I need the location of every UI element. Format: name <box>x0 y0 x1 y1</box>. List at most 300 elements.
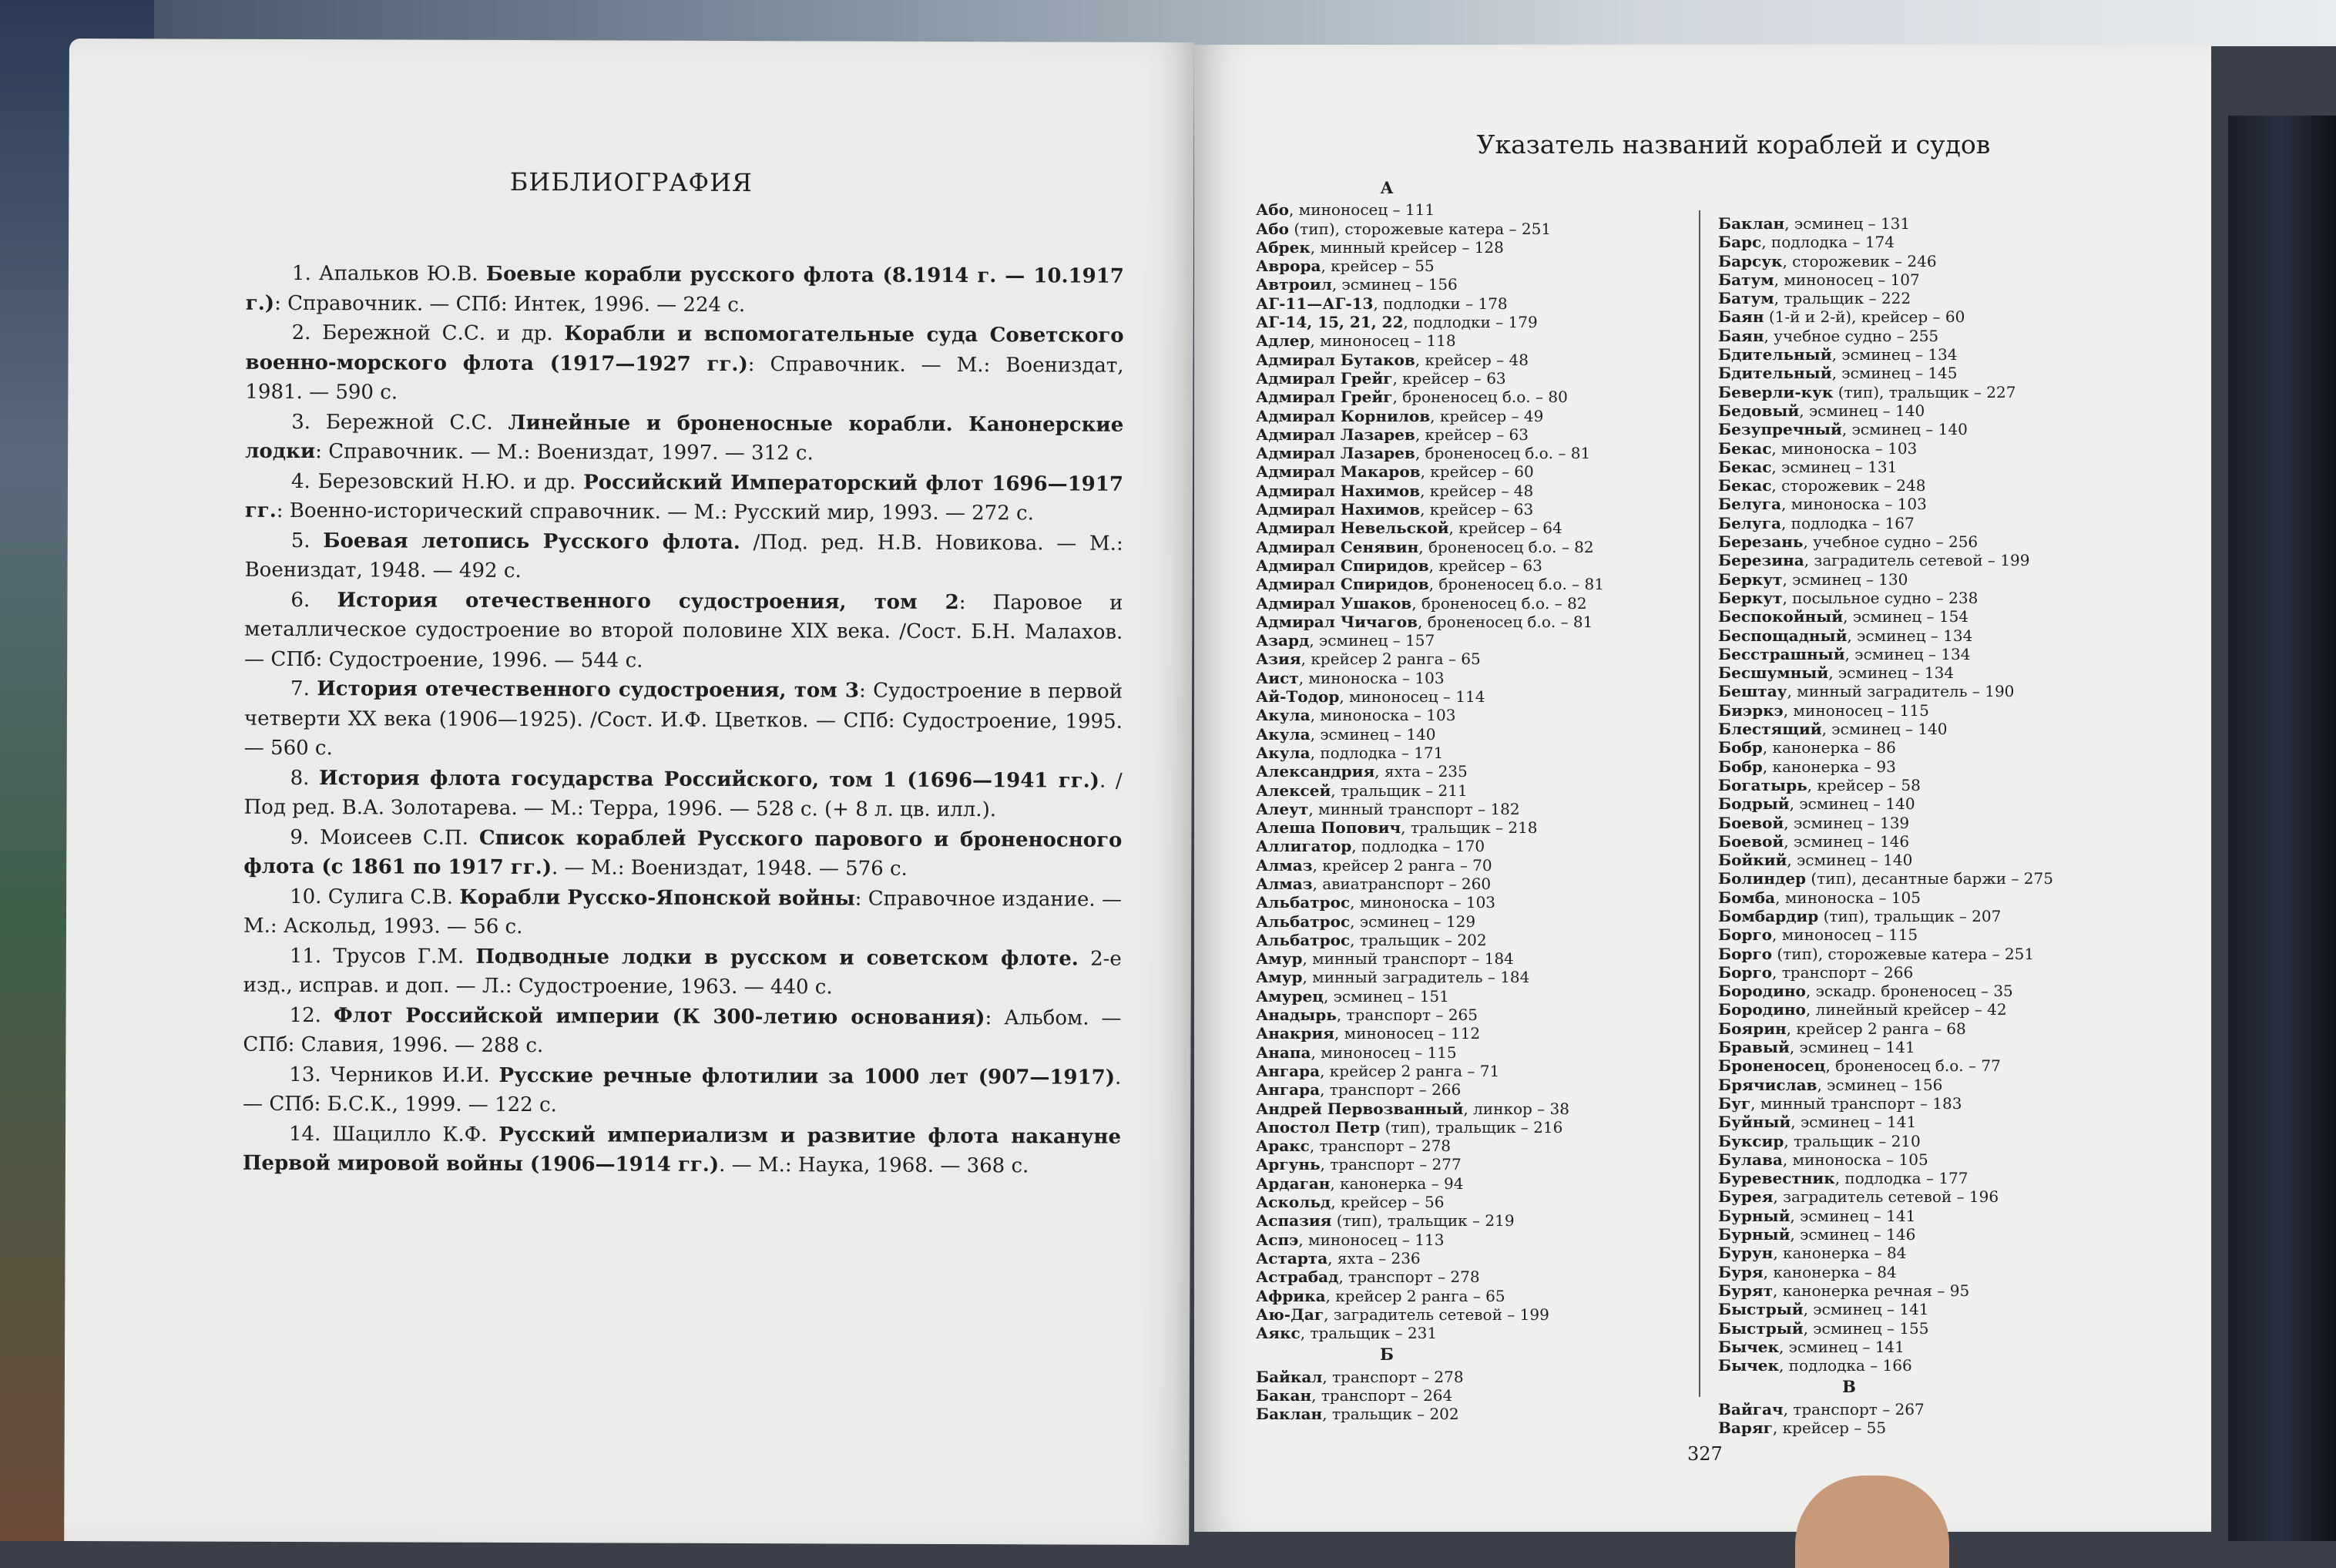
ship-name: Аспэ <box>1256 1230 1299 1249</box>
entry-details: : Справочник. — СПб: Интек, 1996. — 224 с. <box>274 291 746 317</box>
ship-description: , минный заградитель – 184 <box>1302 968 1530 987</box>
ship-description: , минный транспорт – 183 <box>1750 1093 1962 1113</box>
ship-description: , транспорт – 266 <box>1772 962 1914 982</box>
ship-name: Болиндер <box>1718 869 1807 888</box>
index-entry <box>1718 401 2053 420</box>
index-entry <box>1718 1263 2053 1281</box>
entry-title: Русские речные флотилии за 1000 лет (907—1917) <box>498 1063 1116 1090</box>
ship-name: Аврора <box>1256 257 1321 276</box>
index-entry <box>1256 1267 1604 1286</box>
index-entry <box>1718 757 2053 776</box>
ship-description: , эсминец – 141 <box>1789 1038 1915 1057</box>
ship-description: , крейсер – 63 <box>1420 500 1534 519</box>
index-entry <box>1256 1137 1604 1155</box>
index-entry <box>1718 907 2053 925</box>
ship-name: Баян <box>1718 307 1764 327</box>
ship-description: , подлодка – 177 <box>1834 1169 1968 1188</box>
ship-name: Адмирал Бутаков <box>1256 350 1415 369</box>
ship-name: Альбатрос <box>1256 893 1351 912</box>
entry-author: 6. <box>290 588 337 612</box>
index-entry <box>1718 233 2053 251</box>
ship-description: , крейсер – 55 <box>1772 1419 1887 1437</box>
ship-name: Адмирал Спиридов <box>1256 556 1429 575</box>
index-entry <box>1256 407 1604 425</box>
index-entry <box>1718 1225 2053 1244</box>
index-entry <box>1256 706 1604 724</box>
index-entry <box>1256 631 1604 650</box>
ship-description: , крейсер – 56 <box>1331 1193 1445 1212</box>
ship-description: , крейсер – 63 <box>1392 368 1506 388</box>
ship-description: , тральщик – 202 <box>1322 1405 1459 1424</box>
ship-name: Бобр <box>1718 757 1763 776</box>
entry-title: Корабли и вспомогательные суда Советского военно-морского флота (1917—1927 гг.) <box>245 322 1124 376</box>
index-entry <box>1718 1244 2053 1262</box>
index-entry <box>1256 1231 1604 1249</box>
index-entry <box>1256 669 1604 687</box>
ship-name: Буг <box>1718 1093 1751 1113</box>
ship-name: Бдительный <box>1718 345 1832 364</box>
ship-description: , тральщик – 202 <box>1350 930 1487 949</box>
right-page <box>1194 45 2211 1532</box>
entry-title: Флот Российской империи (К 300-летию основания) <box>333 1003 985 1029</box>
ship-description: , миноноска – 103 <box>1310 706 1456 725</box>
index-entry <box>1256 500 1604 519</box>
index-entry <box>1718 1056 2053 1075</box>
index-entry <box>1718 1319 2053 1338</box>
ship-description: , канонерка – 84 <box>1773 1244 1907 1263</box>
ship-description: , миноносец – 115 <box>1772 925 1918 945</box>
ship-description: , эсминец – 134 <box>1844 644 1971 663</box>
index-entry <box>1256 1155 1604 1173</box>
ship-name: Батум <box>1718 289 1774 308</box>
index-letter-heading: В <box>1842 1377 1856 1397</box>
ship-name: Бдительный <box>1718 364 1832 383</box>
ship-name: Адмирал Грейг <box>1256 388 1393 407</box>
ship-name: Адмирал Нахимов <box>1256 481 1421 500</box>
index-entry <box>1718 307 2053 326</box>
entry-details: : Военно-исторический справочник. — М.: Русский мир, 1993. — 272 с. <box>276 499 1034 525</box>
ship-name: Буйный <box>1718 1113 1791 1132</box>
ship-name: Адмирал Лазарев <box>1256 425 1415 444</box>
ship-name: Барс <box>1718 233 1762 252</box>
entry-details: : Альбом. — СПб: Славия, 1996. — 288 с. <box>243 1006 1122 1058</box>
ship-name: Ангара <box>1256 1080 1321 1100</box>
index-entry <box>1256 462 1604 481</box>
index-entry <box>1718 1094 2053 1113</box>
ship-description: , миноносец – 114 <box>1339 687 1485 707</box>
ship-name: Бекас <box>1718 457 1772 476</box>
index-entry <box>1256 1193 1604 1211</box>
index-entry <box>1718 289 2053 307</box>
index-entry <box>1256 650 1604 668</box>
ship-name: Адмирал Спиридов <box>1256 575 1429 594</box>
index-entry <box>1718 1338 2053 1356</box>
ship-description: , канонерка речная – 95 <box>1773 1281 1970 1300</box>
ship-name: Альбатрос <box>1256 912 1351 931</box>
index-entry <box>1718 814 2053 832</box>
index-entry <box>1256 912 1604 931</box>
index-entry <box>1256 987 1604 1006</box>
ship-description: (тип), десантные баржи – 275 <box>1806 869 2053 888</box>
index-entry <box>1718 1400 2053 1419</box>
index-entry <box>1256 613 1604 631</box>
ship-name: Андрей Первозванный <box>1256 1099 1464 1118</box>
entry-author: 8. <box>290 766 320 790</box>
entry-title: История отечественного судостроения, том 2 <box>337 588 959 614</box>
index-entry <box>1256 538 1604 556</box>
left-page <box>64 39 1194 1545</box>
index-entry <box>1256 1174 1604 1193</box>
index-entry <box>1256 875 1604 893</box>
index-entry <box>1718 214 2053 233</box>
ship-description: , миноноска – 103 <box>1350 893 1496 912</box>
ship-name: Адмирал Невельской <box>1256 519 1449 538</box>
index-entry <box>1256 519 1604 537</box>
ship-description: , эсминец – 156 <box>1817 1075 1943 1094</box>
ship-name: Безупречный <box>1718 420 1842 439</box>
ship-name: Березина <box>1718 551 1804 570</box>
index-entry <box>1718 420 2053 438</box>
index-entry <box>1256 1305 1604 1324</box>
ship-name: Буря <box>1718 1262 1764 1281</box>
index-entry <box>1718 364 2053 382</box>
ship-name: Беспощадный <box>1718 626 1848 645</box>
ship-description: , подлодка – 174 <box>1761 233 1895 252</box>
ship-name: Барсук <box>1718 251 1783 270</box>
ship-description: , минный транспорт – 182 <box>1308 799 1520 818</box>
entry-details: : Судостроение в первой четверти XX века (1906—1925). /Сост. И.Ф. Цветков. — СПб: Судостроение, 1995. — 560 с. <box>243 679 1123 760</box>
ship-description: , миноноска – 105 <box>1775 888 1921 907</box>
ship-name: Буксир <box>1718 1131 1784 1150</box>
ship-description: , подлодки – 179 <box>1403 313 1538 332</box>
index-entry <box>1256 744 1604 762</box>
ship-name: Адмирал Макаров <box>1256 462 1421 482</box>
ship-description: , эсминец – 134 <box>1831 345 1958 364</box>
ship-description: , эсминец – 141 <box>1778 1337 1905 1356</box>
ship-description: , посыльное судно – 238 <box>1782 588 1979 607</box>
entry-title: Линейные и броненосные корабли. Канонерские лодки <box>245 411 1124 464</box>
ship-name: Бекас <box>1718 476 1772 495</box>
ship-name: Адмирал Чичагов <box>1256 612 1418 631</box>
ship-name: Адмирал Корнилов <box>1256 406 1431 425</box>
index-entry <box>1718 439 2053 458</box>
index-entry <box>1718 1076 2053 1094</box>
index-entry <box>1256 257 1604 275</box>
ship-name: Анакрия <box>1256 1024 1334 1043</box>
ship-description: , транспорт – 266 <box>1320 1080 1462 1100</box>
bibliography-entry <box>244 674 1123 766</box>
index-entry <box>1256 331 1604 350</box>
ship-description: , тральщик – 231 <box>1300 1324 1438 1343</box>
index-entry <box>1718 383 2053 401</box>
index-entry <box>1256 351 1604 369</box>
ship-description: , броненосец б.о. – 82 <box>1418 537 1594 556</box>
ship-description: , крейсер – 63 <box>1415 425 1529 444</box>
ship-description: , эсминец – 131 <box>1784 214 1911 233</box>
index-entry <box>1256 931 1604 949</box>
index-entry <box>1256 1080 1604 1099</box>
ship-description: , эсминец – 140 <box>1799 401 1925 420</box>
index-entry <box>1256 1249 1604 1267</box>
index-entry <box>1718 1300 2053 1318</box>
ship-name: Ангара <box>1256 1061 1321 1080</box>
ship-name: Бородино <box>1718 982 1806 1001</box>
entry-details: : Паровое и металлическое судостроение во второй половине XIX века. /Сост. Б.Н. Малахов. — СПб: Судостроение, 1996. — 544 с. <box>244 590 1123 673</box>
ship-description: , транспорт – 264 <box>1311 1386 1453 1405</box>
ship-name: Бештау <box>1718 682 1787 701</box>
entry-details: : Справочник. — М.: Воениздат, 1981. — 590 с. <box>245 352 1124 405</box>
index-entry <box>1718 1169 2053 1187</box>
bibliography-entry <box>245 407 1123 469</box>
ship-description: , транспорт – 278 <box>1309 1137 1452 1156</box>
index-entry <box>1718 514 2053 532</box>
ship-description: , транспорт – 267 <box>1783 1399 1925 1419</box>
ship-description: , броненосец б.о. – 81 <box>1428 575 1604 594</box>
ship-description: , эсминец – 140 <box>1787 851 1913 870</box>
ship-name: Бурный <box>1718 1225 1791 1244</box>
ship-description: , эсминец – 134 <box>1847 626 1973 645</box>
index-entry <box>1256 1043 1604 1062</box>
ship-name: Бакан <box>1256 1386 1312 1405</box>
ship-name: Астрабад <box>1256 1267 1339 1287</box>
ship-name: Беркут <box>1718 588 1783 607</box>
ship-description: , эсминец – 145 <box>1831 364 1958 383</box>
entry-author: 3. Бережной С.С. <box>291 410 508 435</box>
index-entry <box>1718 982 2053 1000</box>
index-entry <box>1256 1006 1604 1024</box>
index-entry <box>1256 444 1604 462</box>
ship-name: Алмаз <box>1256 874 1313 893</box>
ship-description: , крейсер – 49 <box>1430 406 1544 425</box>
ship-name: Бомбардир <box>1718 906 1819 925</box>
bibliography-entry <box>245 525 1123 588</box>
index-entry <box>1256 1024 1604 1043</box>
bibliography-entry <box>243 941 1122 1003</box>
entry-details: : Справочное издание. — М.: Аскольд, 1993. — 56 с. <box>243 887 1123 939</box>
ship-description: , заградитель сетевой – 199 <box>1804 551 2030 570</box>
ship-name: Бойкий <box>1718 851 1787 870</box>
index-entry <box>1256 1324 1604 1342</box>
ship-description: , эсминец – 157 <box>1309 631 1435 650</box>
ship-description: , эсминец – 140 <box>1310 724 1436 744</box>
entry-title: Подводные лодки в русском и советском флоте. <box>475 945 1079 971</box>
ship-description: , крейсер – 63 <box>1428 556 1542 575</box>
index-entry <box>1718 1000 2053 1019</box>
ship-description: , миноноска – 103 <box>1298 668 1445 687</box>
index-entry <box>1718 1419 2053 1437</box>
bibliography-entry <box>245 318 1123 410</box>
ship-name: Азард <box>1256 631 1310 650</box>
index-entry <box>1256 856 1604 875</box>
ship-name: Беверли-кук <box>1718 382 1834 401</box>
ship-name: Бобр <box>1718 738 1763 757</box>
ship-description: , эсминец – 155 <box>1803 1318 1929 1338</box>
entry-title: Список кораблей Русского парового и броненосного флота (с 1861 по 1917 гг.) <box>243 826 1123 880</box>
index-entry <box>1256 1118 1604 1137</box>
ship-name: Борго <box>1718 962 1773 982</box>
ship-name: Адмирал Грейг <box>1256 368 1393 388</box>
ship-description: , крейсер – 64 <box>1448 519 1562 538</box>
entry-title: История флота государства Российского, том 1 (1696—1941 гг.) <box>319 766 1100 793</box>
ship-name: Бравый <box>1718 1038 1790 1057</box>
ship-name: Баклан <box>1256 1405 1323 1424</box>
index-entry <box>1256 369 1604 388</box>
ship-name: Булава <box>1718 1150 1783 1169</box>
index-entry <box>1256 968 1604 986</box>
ship-description: , сторожевик – 248 <box>1771 476 1926 495</box>
ship-name: Буревестник <box>1718 1169 1835 1188</box>
ship-description: , крейсер – 48 <box>1420 481 1534 500</box>
ship-name: Або <box>1256 219 1289 238</box>
index-entry <box>1718 270 2053 289</box>
ship-name: Азия <box>1256 650 1301 669</box>
ship-description: , канонерка – 93 <box>1762 757 1896 776</box>
ship-name: Боевой <box>1718 813 1784 832</box>
index-entry <box>1718 963 2053 982</box>
ship-description: , крейсер 2 ранга – 65 <box>1325 1286 1505 1305</box>
ship-name: Бурун <box>1718 1244 1774 1263</box>
ship-name: Бурят <box>1718 1281 1774 1300</box>
ship-description: , эсминец – 146 <box>1790 1225 1916 1244</box>
entry-details: /Под. ред. Н.В. Новикова. — М.: Воениздат, 1948. — 492 с. <box>244 530 1123 583</box>
index-entry <box>1718 1187 2053 1206</box>
ship-name: Березань <box>1718 532 1804 552</box>
ship-name: Аракс <box>1256 1137 1310 1156</box>
index-entry <box>1718 888 2053 907</box>
ship-description: (тип), тральщик – 227 <box>1833 382 2016 401</box>
ship-name: Александрия <box>1256 762 1375 781</box>
ship-name: Брячислав <box>1718 1075 1817 1094</box>
ship-description: , броненосец б.о. – 81 <box>1418 612 1593 631</box>
ship-description: , эсминец – 139 <box>1784 813 1910 832</box>
bibliography-entry <box>246 259 1124 321</box>
ship-name: Адмирал Лазарев <box>1256 444 1415 463</box>
ship-name: Африка <box>1256 1286 1326 1305</box>
index-entry <box>1718 1356 2053 1375</box>
ship-description: , крейсер – 58 <box>1807 775 1921 794</box>
index-entry <box>1256 275 1604 294</box>
entry-author: 11. Трусов Г.М. <box>289 944 476 969</box>
ship-name: Бедовый <box>1718 401 1800 420</box>
ship-name: Адмирал Сенявин <box>1256 537 1419 556</box>
ship-description: , эсминец – 151 <box>1323 986 1449 1006</box>
bibliography-entry <box>243 881 1122 944</box>
entry-title: Русский империализм и развитие флота накануне Первой мировой войны (1906—1914 гг.) <box>242 1123 1122 1177</box>
ship-description: , подлодка – 166 <box>1778 1356 1912 1375</box>
ship-name: Боярин <box>1718 1019 1787 1038</box>
entry-title: Боевая летопись Русского флота. <box>323 529 740 554</box>
index-entry <box>1718 1113 2053 1131</box>
ship-name: Абрек <box>1256 237 1311 257</box>
entry-details: . — М.: Воениздат, 1948. — 576 с. <box>551 856 908 881</box>
ship-description: , сторожевик – 246 <box>1782 251 1937 270</box>
ship-description: , миноносец – 118 <box>1310 331 1456 351</box>
ship-name: Беркут <box>1718 569 1783 589</box>
ship-description: , эсминец – 130 <box>1782 569 1908 589</box>
ship-description: , тральщик – 218 <box>1401 818 1538 838</box>
index-entry <box>1256 762 1604 781</box>
ship-description: , миноноска – 105 <box>1782 1150 1928 1169</box>
index-column-1 <box>1256 176 1604 1424</box>
index-entry <box>1256 949 1604 968</box>
index-entry <box>1718 663 2053 682</box>
ship-name: Биэркэ <box>1718 700 1784 720</box>
index-entry <box>1718 832 2053 851</box>
entry-details: . /Под ред. В.А. Золотарева. — М.: Терра, 1996. — 528 с. (+ 8 л. цв. илл.). <box>243 769 1123 822</box>
ship-description: , миноносец – 112 <box>1334 1024 1481 1043</box>
ship-name: Аллигатор <box>1256 837 1352 856</box>
index-entry <box>1256 220 1604 238</box>
ship-description: , эсминец – 146 <box>1784 831 1910 851</box>
column-divider <box>1699 210 1700 1397</box>
ship-name: Бесшумный <box>1718 663 1829 683</box>
ship-description: , эсминец – 156 <box>1331 275 1458 294</box>
ship-description: , броненосец б.о. – 77 <box>1825 1056 2001 1076</box>
ship-description: , броненосец б.о. – 80 <box>1392 388 1568 407</box>
ship-description: , канонерка – 94 <box>1330 1173 1464 1193</box>
ship-description: , крейсер 2 ранга – 70 <box>1312 855 1492 875</box>
ship-description: , миноносец – 113 <box>1298 1230 1445 1249</box>
entry-author: 2. Бережной С.С. и др. <box>291 321 565 346</box>
ship-name: Аю-Даг <box>1256 1304 1324 1324</box>
ship-name: Борго <box>1718 944 1773 963</box>
ship-description: , канонерка – 84 <box>1763 1262 1897 1281</box>
ship-description: , заградитель сетевой – 196 <box>1773 1187 1999 1207</box>
index-entry <box>1718 794 2053 813</box>
index-entry <box>1256 818 1604 837</box>
ship-name: Баклан <box>1718 214 1785 233</box>
index-entry <box>1718 945 2053 963</box>
ship-description: , эсминец – 140 <box>1841 420 1968 439</box>
index-entry <box>1256 687 1604 706</box>
ship-name: АГ-14, 15, 21, 22 <box>1256 313 1404 332</box>
index-entry <box>1256 1211 1604 1230</box>
ship-description: , броненосец б.о. – 81 <box>1415 444 1591 463</box>
ship-description: , эсминец – 141 <box>1803 1300 1929 1319</box>
entry-author: 5. <box>290 529 324 552</box>
entry-title: История отечественного судостроения, том 3 <box>317 677 860 703</box>
ship-name: Аргунь <box>1256 1155 1321 1174</box>
ship-name: Белуга <box>1718 513 1781 532</box>
index-entry <box>1256 238 1604 257</box>
bibliography-entry <box>244 585 1123 677</box>
index-entry <box>1718 701 2053 720</box>
index-entry <box>1256 1368 1604 1386</box>
ship-name: Бородино <box>1718 1000 1806 1019</box>
ship-name: Богатырь <box>1718 775 1807 794</box>
book-cover-edge <box>2228 116 2336 1541</box>
index-title: Указатель названий кораблей и судов <box>1476 129 1991 159</box>
ship-name: Варяг <box>1718 1419 1773 1437</box>
ship-description: (тип), тральщик – 216 <box>1380 1117 1563 1137</box>
entry-title: Боевые корабли русского флота (8.1914 г. — 10.1917 г.) <box>245 262 1124 315</box>
index-entry <box>1718 645 2053 663</box>
ship-name: Акула <box>1256 724 1311 744</box>
index-entry <box>1718 327 2053 345</box>
index-column-2 <box>1718 214 2053 1437</box>
index-entry <box>1718 607 2053 626</box>
index-entry <box>1256 1405 1604 1423</box>
entry-details: . — СПб: Б.С.К., 1999. — 122 с. <box>243 1066 1122 1117</box>
ship-description: , миноносец – 107 <box>1774 270 1920 289</box>
ship-name: Апостол Петр <box>1256 1117 1381 1137</box>
ship-description: , миноносец – 115 <box>1783 700 1929 720</box>
index-entry <box>1256 1287 1604 1305</box>
ship-description: , транспорт – 278 <box>1322 1367 1464 1386</box>
ship-description: (1-й и 2-й), крейсер – 60 <box>1764 307 1965 327</box>
ship-name: АГ-11—АГ-13 <box>1256 294 1374 313</box>
ship-description: , миноноска – 103 <box>1771 438 1918 458</box>
